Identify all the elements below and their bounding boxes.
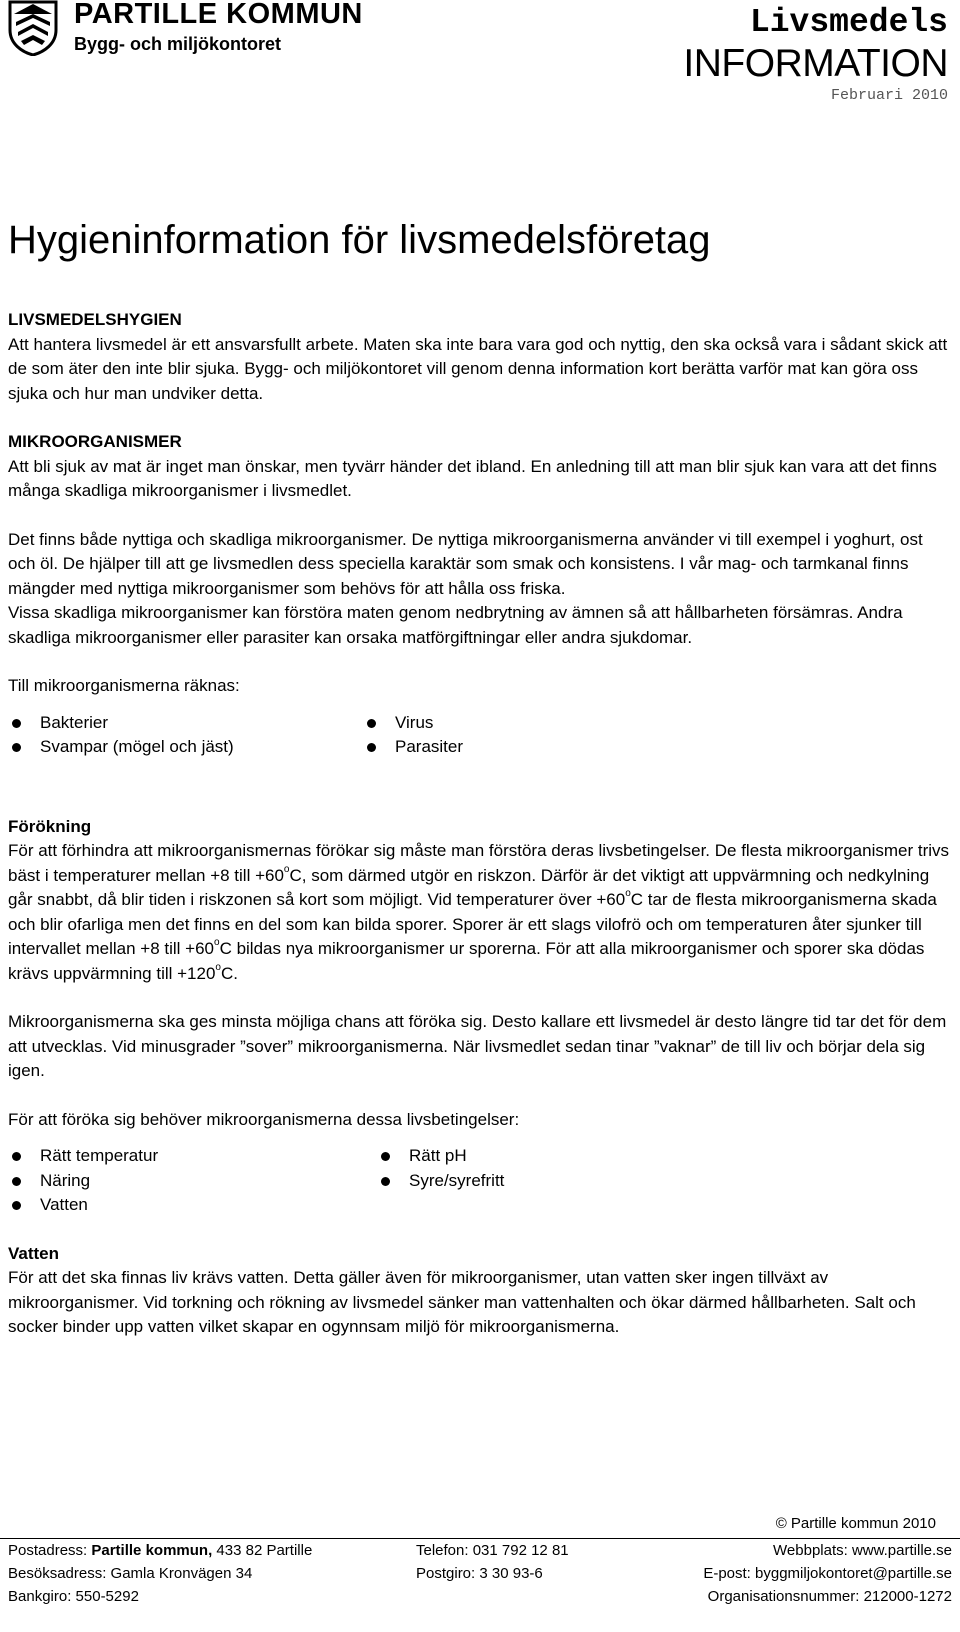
list-item: Syre/syrefritt xyxy=(377,1169,697,1194)
life-conditions-list xyxy=(8,1144,953,1218)
list-item: Parasiter xyxy=(363,735,683,760)
webbplats-link[interactable]: Webbplats: www.partille.se xyxy=(773,1542,952,1559)
degree-symbol: o xyxy=(214,937,220,948)
issue-date: Februari 2010 xyxy=(830,87,948,104)
section-livsmedelshygien xyxy=(8,308,953,406)
telefon: Telefon: 031 792 12 81 xyxy=(416,1542,569,1559)
footer xyxy=(0,1538,960,1608)
paragraph: Mikroorganismerna ska ges minsta möjliga chans att föröka sig. Desto kallare ett livsmedel är desto längre tid tar det för dem att utvecklas. Vid minusgrader ”sover” mikroorganismerna. När livsmedlet sedan tinar ”vaknar” de till liv och börjar dela sig igen. xyxy=(8,1012,947,1080)
list-intro: För att föröka sig behöver mikroorganismerna dessa livsbetingelser: xyxy=(8,1109,520,1129)
paragraph: Att hantera livsmedel är ett ansvarsfullt arbete. Maten ska inte bara vara god och nyttig, den ska också vara i sådant skick att de som äter den inte blir sjuka. Bygg- och miljökontoret vill genom denna information kort berätta varför mat kan göra oss sjuka och hur man undviker detta. xyxy=(8,334,948,403)
section-vatten xyxy=(8,1242,953,1340)
paragraph: För att förhindra att mikroorganismernas förökar sig måste man förstöra deras livsbetingelser. De flesta mikroorganismer trivs bäst i temperaturer mellan +8 till $+60^oC$, som därmed utgör en riskzon. Därför är det viktigt att uppvärmning och nedkylning går snabbt, då blir tiden i riskzonen så kort som möjligt. Vid temperaturer över $+60^oC$ tar de flesta mikroorganismerna skada och blir ofarliga men det finns en del som kan bilda sporer. Sporer är ett slags vilofrö och om temperaturen åter sjunker till intervallet mellan +8 till $+60^oC$ bildas nya mikroorganismer ur sporerna. För att alla mikroorganismer och sporer ska dödas krävs uppvärmning till $+120^oC$. xyxy=(8,841,950,983)
paragraph: Vissa skadliga mikroorganismer kan förstöra maten genom nedbrytning av ämnen så att hållbarheten försämras. Andra skadliga mikroorganismer eller parasiter kan orsaka matförgiftningar eller andra sjukdomar. xyxy=(8,603,903,647)
list-item: Virus xyxy=(363,711,683,736)
postgiro: Postgiro: 3 30 93-6 xyxy=(416,1565,543,1582)
bankgiro: Bankgiro: 550-5292 xyxy=(8,1588,139,1605)
footer-row xyxy=(0,1539,960,1562)
epost-link[interactable]: E-post: byggmiljokontoret@partille.se xyxy=(703,1565,952,1582)
paragraph: För att det ska finnas liv krävs vatten. Detta gäller även för mikroorganismer, utan vatten sker ingen tillväxt av mikroorganismer. Vid torkning och rökning av livsmedel sänker man vattenhalten och ökar därmed hållbarheten. Salt och socker binder upp vatten vilket skapar en ogynnsam miljö för mikroorganismerna. xyxy=(8,1268,916,1336)
masthead xyxy=(683,4,948,106)
partille-logo xyxy=(8,0,378,58)
postadress: Postadress: Partille kommun, 433 82 Partille xyxy=(8,1542,313,1559)
org-department: Bygg- och miljökontoret xyxy=(74,34,281,54)
page-title: Hygieninformation för livsmedelsföretag xyxy=(8,218,711,262)
degree-symbol: o xyxy=(215,961,221,973)
heading-mikroorganismer: MIKROORGANISMER xyxy=(8,432,182,451)
degree-symbol: o xyxy=(625,888,631,899)
copyright: © Partille kommun 2010 xyxy=(775,1515,936,1532)
paragraph: Det finns både nyttiga och skadliga mikroorganismer. De nyttiga mikroorganismerna använder vi till exempel i yoghurt, ost och öl. De hjälper till att ge livsmedlen dess speciella karaktär som smak och konsistens. I vår mag- och tarmkanal finns mängder med nyttiga mikroorganismer som behövs för att hålla oss friska. xyxy=(8,529,923,598)
heading-livsmedelshygien: LIVSMEDELSHYGIEN xyxy=(8,310,182,329)
organisationsnummer: Organisationsnummer: 212000-1272 xyxy=(707,1588,952,1605)
degree-symbol: o xyxy=(283,863,290,875)
list-item: Rätt pH xyxy=(377,1144,697,1169)
main-content xyxy=(8,308,953,1340)
list-item: Näring xyxy=(8,1169,377,1194)
masthead-information: INFORMATION xyxy=(683,42,948,85)
section-forokning xyxy=(8,815,953,1218)
microorganism-list xyxy=(8,711,953,760)
heading-forokning: Förökning xyxy=(8,816,92,836)
org-name: PARTILLE KOMMUN xyxy=(74,0,363,30)
masthead-livsmedels: Livsmedels xyxy=(749,4,948,41)
heading-vatten: Vatten xyxy=(8,1243,60,1263)
list-intro: Till mikroorganismerna räknas: xyxy=(8,676,240,695)
list-item: Bakterier xyxy=(8,711,363,736)
paragraph: Att bli sjuk av mat är inget man önskar, men tyvärr händer det ibland. En anledning till att man blir sjuk kan vara att det finns många skadliga mikroorganismer i livsmedlet. xyxy=(8,456,937,500)
list-item: Vatten xyxy=(8,1193,377,1218)
footer-row xyxy=(0,1585,960,1608)
list-item: Svampar (mögel och jäst) xyxy=(8,735,363,760)
footer-row xyxy=(0,1562,960,1585)
list-item: Rätt temperatur xyxy=(8,1144,377,1169)
besoksadress: Besöksadress: Gamla Kronvägen 34 xyxy=(8,1565,253,1582)
coat-of-arms-icon xyxy=(8,0,58,56)
section-mikroorganismer xyxy=(8,430,953,760)
